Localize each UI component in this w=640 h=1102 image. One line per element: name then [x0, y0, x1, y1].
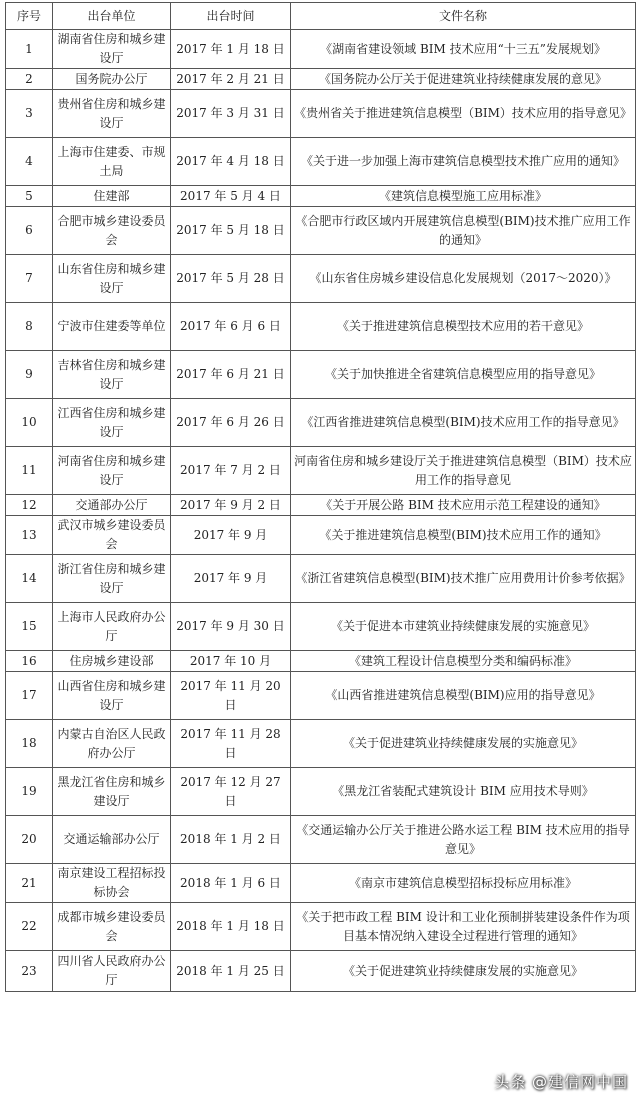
table-row — [6, 138, 636, 186]
table-row — [6, 516, 636, 555]
row-number: 14 — [6, 555, 53, 603]
row-issue-date: 2017 年 7 月 2 日 — [171, 447, 291, 495]
row-issue-date: 2018 年 1 月 25 日 — [171, 951, 291, 992]
row-issue-date: 2017 年 5 月 28 日 — [171, 255, 291, 303]
table-header-row — [6, 3, 636, 30]
table-row — [6, 816, 636, 864]
row-issue-date: 2017 年 12 月 27 日 — [171, 768, 291, 816]
row-number: 18 — [6, 720, 53, 768]
row-issuing-unit: 交通部办公厅 — [53, 495, 171, 516]
row-number: 2 — [6, 69, 53, 90]
table-row — [6, 399, 636, 447]
row-number: 20 — [6, 816, 53, 864]
row-issue-date: 2017 年 5 月 4 日 — [171, 186, 291, 207]
row-issuing-unit: 住房城乡建设部 — [53, 651, 171, 672]
row-document-name: 《山东省住房城乡建设信息化发展规划（2017～2020）》 — [291, 255, 636, 303]
row-issue-date: 2017 年 9 月 — [171, 516, 291, 555]
row-number: 17 — [6, 672, 53, 720]
row-issuing-unit: 上海市住建委、市规土局 — [53, 138, 171, 186]
row-document-name: 《山西省推进建筑信息模型(BIM)应用的指导意见》 — [291, 672, 636, 720]
watermark: 头条 @建信网中国 — [494, 1073, 628, 1091]
policy-table — [5, 2, 636, 992]
table-row — [6, 720, 636, 768]
row-document-name: 《关于加快推进全省建筑信息模型应用的指导意见》 — [291, 351, 636, 399]
row-document-name: 《关于推进建筑信息模型技术应用的若干意见》 — [291, 303, 636, 351]
row-issuing-unit: 吉林省住房和城乡建设厅 — [53, 351, 171, 399]
table-row — [6, 186, 636, 207]
row-issue-date: 2018 年 1 月 6 日 — [171, 864, 291, 903]
row-issue-date: 2017 年 11 月 28 日 — [171, 720, 291, 768]
table-row — [6, 768, 636, 816]
row-document-name: 《关于促进建筑业持续健康发展的实施意见》 — [291, 720, 636, 768]
row-document-name: 《关于推进建筑信息模型(BIM)技术应用工作的通知》 — [291, 516, 636, 555]
row-issue-date: 2017 年 9 月 30 日 — [171, 603, 291, 651]
row-document-name: 《国务院办公厅关于促进建筑业持续健康发展的意见》 — [291, 69, 636, 90]
table-row — [6, 303, 636, 351]
row-number: 4 — [6, 138, 53, 186]
row-number: 22 — [6, 903, 53, 951]
header-doc: 文件名称 — [291, 3, 636, 30]
row-issuing-unit: 合肥市城乡建设委员会 — [53, 207, 171, 255]
table-row — [6, 555, 636, 603]
row-document-name: 《黑龙江省装配式建筑设计 BIM 应用技术导则》 — [291, 768, 636, 816]
table-row — [6, 603, 636, 651]
row-issuing-unit: 成都市城乡建设委员会 — [53, 903, 171, 951]
row-number: 16 — [6, 651, 53, 672]
row-number: 21 — [6, 864, 53, 903]
row-issuing-unit: 武汉市城乡建设委员会 — [53, 516, 171, 555]
row-issuing-unit: 国务院办公厅 — [53, 69, 171, 90]
row-issuing-unit: 内蒙古自治区人民政府办公厅 — [53, 720, 171, 768]
table-row — [6, 207, 636, 255]
row-number: 1 — [6, 30, 53, 69]
row-issue-date: 2017 年 6 月 6 日 — [171, 303, 291, 351]
table-row — [6, 69, 636, 90]
table-row — [6, 651, 636, 672]
row-issuing-unit: 山西省住房和城乡建设厅 — [53, 672, 171, 720]
header-date: 出台时间 — [171, 3, 291, 30]
row-document-name: 《建筑工程设计信息模型分类和编码标准》 — [291, 651, 636, 672]
row-issue-date: 2017 年 1 月 18 日 — [171, 30, 291, 69]
row-issuing-unit: 四川省人民政府办公厅 — [53, 951, 171, 992]
row-issuing-unit: 山东省住房和城乡建设厅 — [53, 255, 171, 303]
row-issuing-unit: 南京建设工程招标投标协会 — [53, 864, 171, 903]
row-number: 5 — [6, 186, 53, 207]
table-body — [6, 30, 636, 992]
row-issue-date: 2017 年 9 月 — [171, 555, 291, 603]
row-document-name: 《合肥市行政区域内开展建筑信息模型(BIM)技术推广应用工作的通知》 — [291, 207, 636, 255]
row-issue-date: 2017 年 11 月 20 日 — [171, 672, 291, 720]
row-number: 15 — [6, 603, 53, 651]
row-issuing-unit: 上海市人民政府办公厅 — [53, 603, 171, 651]
table-row — [6, 672, 636, 720]
row-number: 3 — [6, 90, 53, 138]
row-number: 7 — [6, 255, 53, 303]
row-issue-date: 2018 年 1 月 2 日 — [171, 816, 291, 864]
row-number: 23 — [6, 951, 53, 992]
row-number: 12 — [6, 495, 53, 516]
header-unit: 出台单位 — [53, 3, 171, 30]
row-number: 9 — [6, 351, 53, 399]
row-document-name: 《南京市建筑信息模型招标投标应用标准》 — [291, 864, 636, 903]
table-row — [6, 495, 636, 516]
table-row — [6, 30, 636, 69]
row-issuing-unit: 宁波市住建委等单位 — [53, 303, 171, 351]
row-issuing-unit: 住建部 — [53, 186, 171, 207]
table-row — [6, 351, 636, 399]
row-document-name: 《关于促进建筑业持续健康发展的实施意见》 — [291, 951, 636, 992]
row-number: 6 — [6, 207, 53, 255]
row-issuing-unit: 湖南省住房和城乡建设厅 — [53, 30, 171, 69]
row-number: 10 — [6, 399, 53, 447]
row-issuing-unit: 黑龙江省住房和城乡建设厅 — [53, 768, 171, 816]
row-document-name: 《交通运输办公厅关于推进公路水运工程 BIM 技术应用的指导意见》 — [291, 816, 636, 864]
header-num: 序号 — [6, 3, 53, 30]
row-issue-date: 2018 年 1 月 18 日 — [171, 903, 291, 951]
table-row — [6, 255, 636, 303]
table-row — [6, 903, 636, 951]
row-document-name: 《建筑信息模型施工应用标准》 — [291, 186, 636, 207]
row-issue-date: 2017 年 6 月 21 日 — [171, 351, 291, 399]
row-document-name: 《贵州省关于推进建筑信息模型（BIM）技术应用的指导意见》 — [291, 90, 636, 138]
table-row — [6, 447, 636, 495]
row-document-name: 《江西省推进建筑信息模型(BIM)技术应用工作的指导意见》 — [291, 399, 636, 447]
table-row — [6, 864, 636, 903]
row-issuing-unit: 河南省住房和城乡建设厅 — [53, 447, 171, 495]
row-issue-date: 2017 年 5 月 18 日 — [171, 207, 291, 255]
row-document-name: 《关于进一步加强上海市建筑信息模型技术推广应用的通知》 — [291, 138, 636, 186]
row-document-name: 《湖南省建设领域 BIM 技术应用“十三五”发展规划》 — [291, 30, 636, 69]
row-issuing-unit: 贵州省住房和城乡建设厅 — [53, 90, 171, 138]
row-issue-date: 2017 年 2 月 21 日 — [171, 69, 291, 90]
row-document-name: 《关于促进本市建筑业持续健康发展的实施意见》 — [291, 603, 636, 651]
row-issue-date: 2017 年 9 月 2 日 — [171, 495, 291, 516]
row-document-name: 《浙江省建筑信息模型(BIM)技术推广应用费用计价参考依据》 — [291, 555, 636, 603]
row-number: 8 — [6, 303, 53, 351]
row-issue-date: 2017 年 4 月 18 日 — [171, 138, 291, 186]
row-issue-date: 2017 年 10 月 — [171, 651, 291, 672]
row-document-name: 《关于开展公路 BIM 技术应用示范工程建设的通知》 — [291, 495, 636, 516]
row-document-name: 河南省住房和城乡建设厅关于推进建筑信息模型（BIM）技术应用工作的指导意见 — [291, 447, 636, 495]
row-number: 13 — [6, 516, 53, 555]
table-row — [6, 951, 636, 992]
table-row — [6, 90, 636, 138]
row-issue-date: 2017 年 6 月 26 日 — [171, 399, 291, 447]
row-issuing-unit: 交通运输部办公厅 — [53, 816, 171, 864]
row-number: 11 — [6, 447, 53, 495]
row-document-name: 《关于把市政工程 BIM 设计和工业化预制拼装建设条件作为项目基本情况纳入建设全过程进行管理的通知》 — [291, 903, 636, 951]
row-issue-date: 2017 年 3 月 31 日 — [171, 90, 291, 138]
row-number: 19 — [6, 768, 53, 816]
row-issuing-unit: 浙江省住房和城乡建设厅 — [53, 555, 171, 603]
row-issuing-unit: 江西省住房和城乡建设厅 — [53, 399, 171, 447]
